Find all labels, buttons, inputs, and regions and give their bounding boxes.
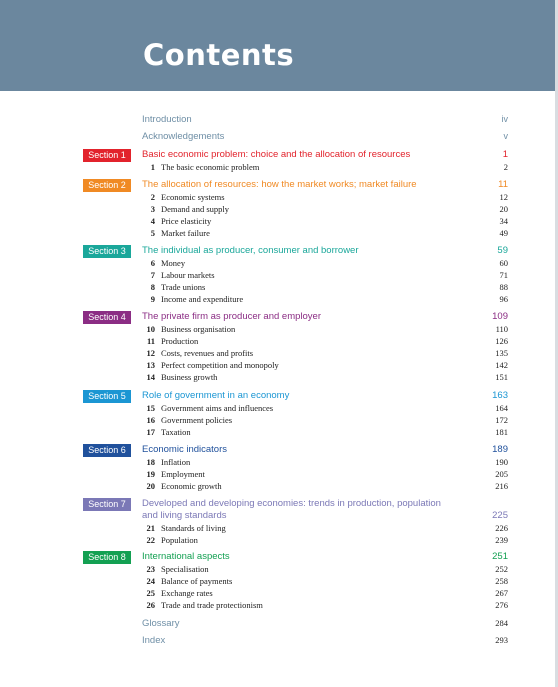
page-title: Contents xyxy=(143,38,295,72)
chapter-number: 26 xyxy=(146,600,155,611)
chapter-page: 96 xyxy=(499,294,508,305)
chapter-title[interactable]: Balance of payments xyxy=(161,575,233,586)
chapter-page: 164 xyxy=(495,402,508,413)
chapter-title[interactable]: Trade unions xyxy=(161,281,206,292)
chapter-page: 126 xyxy=(495,335,508,346)
chapter-title[interactable]: Standards of living xyxy=(161,522,226,533)
chapter-number: 4 xyxy=(150,215,155,226)
chapter-page: 60 xyxy=(499,257,508,268)
chapter-title[interactable]: The basic economic problem xyxy=(161,161,260,172)
section-title[interactable]: The allocation of resources: how the market works; market failure xyxy=(142,179,417,190)
section-badge: Section 4 xyxy=(83,311,131,324)
chapter-title[interactable]: Demand and supply xyxy=(161,203,229,214)
chapter-title[interactable]: Costs, revenues and profits xyxy=(161,347,254,358)
chapter-number: 14 xyxy=(146,372,155,383)
chapter-page: 252 xyxy=(495,563,508,574)
chapter-number: 10 xyxy=(146,323,155,334)
chapter-page: 190 xyxy=(495,456,508,467)
chapter-number: 16 xyxy=(146,414,155,425)
chapter-number: 22 xyxy=(146,534,155,545)
chapter-title[interactable]: Taxation xyxy=(161,426,191,437)
chapter-title[interactable]: Business organisation xyxy=(161,323,236,334)
chapter-number: 8 xyxy=(150,281,155,292)
chapter-number: 3 xyxy=(150,203,155,214)
chapter-page: 135 xyxy=(495,347,508,358)
back-matter-page: 293 xyxy=(495,635,508,645)
section-page: 251 xyxy=(492,551,508,562)
chapter-title[interactable]: Exchange rates xyxy=(161,587,213,598)
chapter-page: 181 xyxy=(495,426,508,437)
chapter-title[interactable]: Production xyxy=(161,335,199,346)
chapter-number: 18 xyxy=(146,456,155,467)
section-badge: Section 1 xyxy=(83,149,131,162)
chapter-page: 276 xyxy=(495,600,508,611)
chapter-page: 88 xyxy=(499,281,508,292)
section-page: 189 xyxy=(492,444,508,455)
chapter-page: 34 xyxy=(499,215,508,226)
section-page: 163 xyxy=(492,390,508,401)
section-page: 109 xyxy=(492,311,508,322)
chapter-number: 20 xyxy=(146,480,155,491)
chapter-title[interactable]: Market failure xyxy=(161,228,210,239)
section-title[interactable]: Economic indicators xyxy=(142,444,228,455)
chapter-page: 49 xyxy=(499,228,508,239)
chapter-number: 11 xyxy=(146,335,155,346)
section-title[interactable]: Developed and developing economies: trends in production, population and living standards xyxy=(142,498,441,521)
section-page: 11 xyxy=(498,179,508,190)
chapter-number: 21 xyxy=(146,522,155,533)
section-badge: Section 5 xyxy=(83,390,131,403)
section-title[interactable]: The private firm as producer and employer xyxy=(142,311,321,322)
front-matter-page: iv xyxy=(501,114,508,124)
front-matter-page: v xyxy=(503,131,508,141)
chapter-title[interactable]: Specialisation xyxy=(161,563,209,574)
chapter-number: 15 xyxy=(146,402,155,413)
section-badge: Section 3 xyxy=(83,245,131,258)
chapter-number: 7 xyxy=(150,269,155,280)
back-matter-link[interactable]: Glossary xyxy=(142,618,180,629)
chapter-number: 2 xyxy=(150,191,155,202)
chapter-page: 151 xyxy=(495,372,508,383)
chapter-title[interactable]: Price elasticity xyxy=(161,215,212,226)
chapter-page: 239 xyxy=(495,534,508,545)
section-page: 59 xyxy=(497,245,508,256)
front-matter-link[interactable]: Introduction xyxy=(142,114,192,125)
chapter-number: 1 xyxy=(150,161,155,172)
chapter-title[interactable]: Money xyxy=(161,257,186,268)
chapter-title[interactable]: Economic systems xyxy=(161,191,225,202)
section-title[interactable]: International aspects xyxy=(142,551,230,562)
section-title[interactable]: Role of government in an economy xyxy=(142,390,290,401)
chapter-page: 172 xyxy=(495,414,508,425)
chapter-page: 71 xyxy=(499,269,508,280)
section-badge: Section 7 xyxy=(83,498,131,511)
chapter-title[interactable]: Government policies xyxy=(161,414,233,425)
back-matter-link[interactable]: Index xyxy=(142,635,166,646)
chapter-page: 205 xyxy=(495,468,508,479)
chapter-title[interactable]: Government aims and influences xyxy=(161,402,274,413)
chapter-page: 267 xyxy=(495,587,508,598)
section-page: 1 xyxy=(502,149,508,160)
section-badge: Section 8 xyxy=(83,551,131,564)
chapter-number: 6 xyxy=(150,257,155,268)
section-badge: Section 6 xyxy=(83,444,131,457)
chapter-number: 24 xyxy=(146,575,155,586)
chapter-number: 25 xyxy=(146,587,155,598)
chapter-title[interactable]: Business growth xyxy=(161,372,218,383)
chapter-title[interactable]: Population xyxy=(161,534,198,545)
section-badge: Section 2 xyxy=(83,179,131,192)
chapter-number: 5 xyxy=(150,228,155,239)
chapter-page: 110 xyxy=(495,323,508,334)
chapter-number: 9 xyxy=(150,294,155,305)
chapter-page: 20 xyxy=(499,203,508,214)
chapter-number: 23 xyxy=(146,563,155,574)
section-title[interactable]: The individual as producer, consumer and borrower xyxy=(142,245,359,256)
chapter-number: 17 xyxy=(146,426,155,437)
chapter-title[interactable]: Inflation xyxy=(161,456,191,467)
chapter-page: 12 xyxy=(499,191,508,202)
chapter-number: 13 xyxy=(146,360,155,371)
chapter-page: 142 xyxy=(495,360,508,371)
front-matter-link[interactable]: Acknowledgements xyxy=(142,131,225,142)
back-matter-page: 284 xyxy=(495,618,508,628)
chapter-title[interactable]: Income and expenditure xyxy=(161,294,244,305)
chapter-title[interactable]: Economic growth xyxy=(161,480,222,491)
chapter-number: 19 xyxy=(146,468,155,479)
section-page: 225 xyxy=(492,510,508,521)
chapter-number: 12 xyxy=(146,347,155,358)
chapter-page: 2 xyxy=(503,161,508,172)
chapter-page: 216 xyxy=(495,480,508,491)
section-title[interactable]: Basic economic problem: choice and the allocation of resources xyxy=(142,149,411,160)
chapter-title[interactable]: Labour markets xyxy=(161,269,215,280)
chapter-title[interactable]: Perfect competition and monopoly xyxy=(161,360,279,371)
chapter-page: 226 xyxy=(495,522,508,533)
chapter-title[interactable]: Trade and trade protectionism xyxy=(161,600,263,611)
chapter-title[interactable]: Employment xyxy=(161,468,205,479)
chapter-page: 258 xyxy=(495,575,508,586)
